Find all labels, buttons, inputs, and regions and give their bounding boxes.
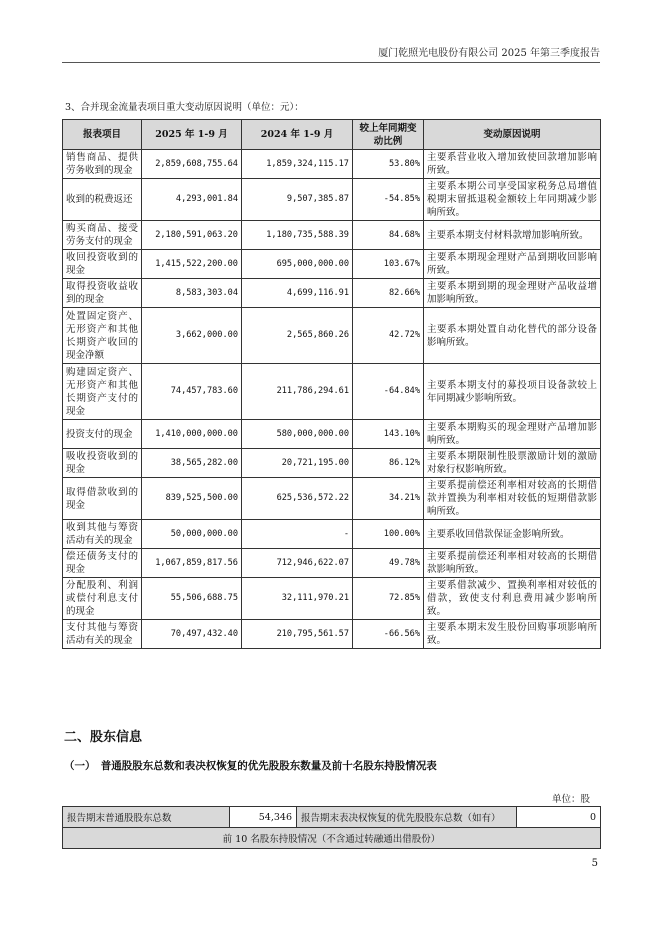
table-row — [63, 179, 601, 221]
row-item: 投资支付的现金 — [63, 420, 142, 449]
row-change-ratio: 82.66% — [353, 279, 424, 308]
row-change-ratio: 86.12% — [353, 449, 424, 478]
table-row — [63, 449, 601, 478]
row-change-ratio: 53.80% — [353, 150, 424, 179]
row-change-ratio: 103.67% — [353, 250, 424, 279]
row-change-reason: 主要系本期现金理财产品到期收回影响所致。 — [424, 250, 601, 279]
table-row — [63, 420, 601, 449]
row-value-2025: 839,525,500.00 — [142, 478, 242, 520]
table-row — [63, 150, 601, 179]
row-change-reason: 主要系本期到期的现金理财产品收益增加影响所致。 — [424, 279, 601, 308]
preferred-holders-label: 报告期末表决权恢复的优先股股东总数（如有） — [297, 807, 517, 828]
row-change-reason: 主要系提前偿还利率相对较高的长期借款并置换为利率相对较低的短期借款影响所致。 — [424, 478, 601, 520]
row-change-ratio: 49.78% — [353, 549, 424, 578]
row-value-2024: 211,786,294.61 — [242, 364, 353, 420]
row-value-2025: 1,067,859,817.56 — [142, 549, 242, 578]
table-row — [63, 828, 601, 849]
row-change-ratio: 72.85% — [353, 578, 424, 620]
row-value-2025: 4,293,001.84 — [142, 179, 242, 221]
shareholder-section-title: 二、股东信息 — [64, 730, 143, 745]
row-change-ratio: -64.84% — [353, 364, 424, 420]
row-item: 吸收投资收到的现金 — [63, 449, 142, 478]
row-value-2025: 2,180,591,063.20 — [142, 221, 242, 250]
row-change-reason: 主要系本期限制性股票激励计划的激励对象行权影响所致。 — [424, 449, 601, 478]
row-change-reason: 主要系本期处置自动化替代的部分设备影响所致。 — [424, 308, 601, 364]
row-value-2024: 580,000,000.00 — [242, 420, 353, 449]
row-change-ratio: 34.21% — [353, 478, 424, 520]
header-divider — [62, 62, 600, 63]
column-header-change: 较上年同期变动比例 — [353, 120, 424, 150]
shareholders-table — [62, 806, 601, 849]
table-body — [63, 150, 601, 649]
table-header-row — [63, 120, 601, 150]
common-holders-label: 报告期末普通股股东总数 — [63, 807, 230, 828]
row-item: 分配股利、利润或偿付利息支付的现金 — [63, 578, 142, 620]
document-header-title: 厦门乾照光电股份有限公司 2025 年第三季度报告 — [378, 48, 600, 59]
row-value-2024: 625,536,572.22 — [242, 478, 353, 520]
row-value-2024: 1,180,735,588.39 — [242, 221, 353, 250]
row-change-ratio: 84.68% — [353, 221, 424, 250]
table-row — [63, 578, 601, 620]
row-value-2024: 2,565,860.26 — [242, 308, 353, 364]
row-item: 收到的税费返还 — [63, 179, 142, 221]
row-change-reason: 主要系借款减少、置换利率相对较低的借款，致使支付利息费用减少影响所致。 — [424, 578, 601, 620]
row-change-ratio: -54.85% — [353, 179, 424, 221]
row-item: 偿还债务支付的现金 — [63, 549, 142, 578]
row-value-2025: 1,415,522,200.00 — [142, 250, 242, 279]
row-change-reason: 主要系提前偿还利率相对较高的长期借款影响所致。 — [424, 549, 601, 578]
row-item: 处置固定资产、无形资产和其他长期资产收回的现金净额 — [63, 308, 142, 364]
row-change-ratio: -66.56% — [353, 620, 424, 649]
row-item: 收回投资收到的现金 — [63, 250, 142, 279]
row-change-reason: 主要系收回借款保证金影响所致。 — [424, 520, 601, 549]
common-holders-value: 54,346 — [230, 807, 297, 828]
preferred-holders-value: 0 — [517, 807, 601, 828]
row-value-2025: 38,565,282.00 — [142, 449, 242, 478]
row-value-2024: 32,111,970.21 — [242, 578, 353, 620]
row-value-2024: 695,000,000.00 — [242, 250, 353, 279]
table-row — [63, 364, 601, 420]
row-change-reason: 主要系本期末发生股份回购事项影响所致。 — [424, 620, 601, 649]
row-value-2025: 1,410,000,000.00 — [142, 420, 242, 449]
row-change-reason: 主要系本期购买的现金理财产品增加影响所致。 — [424, 420, 601, 449]
row-value-2024: 9,507,385.87 — [242, 179, 353, 221]
row-value-2025: 74,457,783.60 — [142, 364, 242, 420]
unit-label: 单位：股 — [551, 794, 590, 805]
row-item: 销售商品、提供劳务收到的现金 — [63, 150, 142, 179]
column-header-reason: 变动原因说明 — [424, 120, 601, 150]
table-row — [63, 221, 601, 250]
column-header-2025: 2025 年 1-9 月 — [142, 120, 242, 150]
table-row — [63, 478, 601, 520]
row-value-2024: - — [242, 520, 353, 549]
row-value-2024: 1,859,324,115.17 — [242, 150, 353, 179]
cashflow-changes-table — [62, 119, 601, 649]
table-row — [63, 250, 601, 279]
table-row — [63, 549, 601, 578]
row-item: 购买商品、接受劳务支付的现金 — [63, 221, 142, 250]
row-change-reason: 主要系本期支付材料款增加影响所致。 — [424, 221, 601, 250]
row-value-2025: 2,859,608,755.64 — [142, 150, 242, 179]
row-value-2025: 70,497,432.40 — [142, 620, 242, 649]
row-value-2025: 55,506,688.75 — [142, 578, 242, 620]
row-item: 购建固定资产、无形资产和其他长期资产支付的现金 — [63, 364, 142, 420]
row-item: 取得投资收益收到的现金 — [63, 279, 142, 308]
row-change-reason: 主要系营业收入增加致使回款增加影响所致。 — [424, 150, 601, 179]
row-value-2025: 3,662,000.00 — [142, 308, 242, 364]
row-value-2024: 4,699,116.91 — [242, 279, 353, 308]
row-change-reason: 主要系本期公司享受国家税务总局增值税期末留抵退税金额较上年同期减少影响所致。 — [424, 179, 601, 221]
page-number: 5 — [591, 858, 598, 869]
row-value-2024: 210,795,561.57 — [242, 620, 353, 649]
column-header-item: 报表项目 — [63, 120, 142, 150]
row-item: 支付其他与筹资活动有关的现金 — [63, 620, 142, 649]
column-header-2024: 2024 年 1-9 月 — [242, 120, 353, 150]
shareholder-subsection-title: （一） 普通股股东总数和表决权恢复的优先股股东数量及前十名股东持股情况表 — [64, 760, 437, 772]
row-change-reason: 主要系本期支付的募投项目设备款较上年同期减少影响所致。 — [424, 364, 601, 420]
top10-caption: 前 10 名股东持股情况（不含通过转融通出借股份） — [63, 828, 601, 849]
row-change-ratio: 143.10% — [353, 420, 424, 449]
table-row — [63, 279, 601, 308]
row-change-ratio: 42.72% — [353, 308, 424, 364]
row-item: 收到其他与筹资活动有关的现金 — [63, 520, 142, 549]
row-value-2025: 8,583,303.04 — [142, 279, 242, 308]
row-value-2024: 20,721,195.00 — [242, 449, 353, 478]
row-change-ratio: 100.00% — [353, 520, 424, 549]
table-row — [63, 620, 601, 649]
cashflow-section-caption: 3、合并现金流量表项目重大变动原因说明（单位：元）： — [65, 102, 304, 113]
row-value-2024: 712,946,622.07 — [242, 549, 353, 578]
table-row — [63, 308, 601, 364]
row-value-2025: 50,000,000.00 — [142, 520, 242, 549]
table-row — [63, 807, 601, 828]
row-item: 取得借款收到的现金 — [63, 478, 142, 520]
table-row — [63, 520, 601, 549]
